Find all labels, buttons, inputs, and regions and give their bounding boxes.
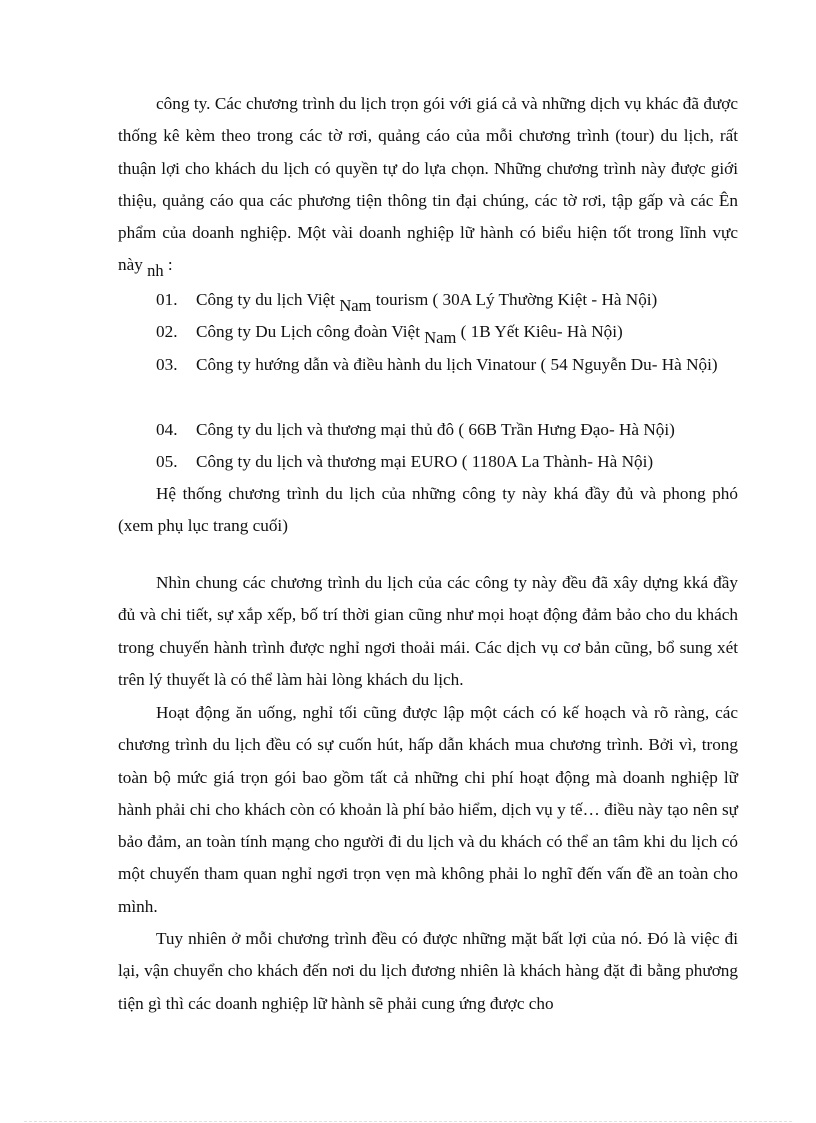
subscript-fragment: nh <box>147 261 164 281</box>
list-item: 05. Công ty du lịch và thương mại EURO ( 1180A La Thành- Hà Nội) <box>156 452 654 471</box>
intro-paragraph: công ty. Các chương trình du lịch trọn gói với giá cả và những dịch vụ khác đã được thống kê kèm theo trong các tờ rơi, quảng cáo của mỗi chương trình (tour) du lịch, rất thuận lợi cho khách du lịch có quyền tự do lựa chọn. Những chương trình này được giới thiệu, quảng cáo qua các phương tiện thông tin đại chúng, các tờ rơi, tập gấp và các Ên phẩm của doanh nghiệp. Một vài doanh nghiệp lữ hành có biểu hiện tốt trong lĩnh vực này nh : <box>118 94 738 281</box>
list-item: 04. Công ty du lịch và thương mại thủ đô ( 66B Trần Hưng Đạo- Hà Nội) <box>156 420 675 439</box>
summary-paragraph: Hệ thống chương trình du lịch của những công ty này khá đầy đủ và phong phó (xem phụ lục trang cuối) <box>118 484 738 536</box>
body-paragraph: Nhìn chung các chương trình du lịch của các công ty này đều đã xây dựng kká đầy đủ và chi tiết, sự xắp xếp, bố trí thời gian cũng như mọi hoạt động đảm bảo cho du khách trong chuyến hành trình được nghỉ ngơi thoải mái. Các dịch vụ cơ bản cũng, bổ sung xét trên lý thuyết là có thể làm hài lòng khách du lịch. <box>118 573 738 689</box>
body-paragraph: Tuy nhiên ở mỗi chương trình đều có được những mặt bất lợi của nó. Đó là việc đi lại, vận chuyển cho khách đến nơi du lịch đương nhiên là khách hàng đặt đi bằng phương tiện gì thì các doanh nghiệp lữ hành sẽ phải cung ứng được cho <box>118 929 738 1013</box>
page-bottom-border <box>24 1121 792 1122</box>
body-paragraph: Hoạt động ăn uống, nghỉ tối cũng được lập một cách có kế hoạch và rõ ràng, các chương trình du lịch đều có sự cuốn hút, hấp dẫn khách mua chương trình. Bởi vì, trong toàn bộ mức giá trọn gói bao gồm tất cả những chi phí hoạt động mà doanh nghiệp lữ hành phải chi cho khách còn có khoản là phí bảo hiểm, dịch vụ y tế… điều này tạo nên sự bảo đảm, an toàn tính mạng cho người đi du lịch và du khách có thể an tâm khi du lịch có một chuyến tham quan nghỉ ngơi trọn vẹn mà không phải lo nghĩ đến vấn đề an toàn cho mình. <box>118 703 738 916</box>
list-item: 03. Công ty hướng dẫn và điều hành du lịch Vinatour ( 54 Nguyễn Du- Hà Nội) <box>156 355 718 374</box>
list-item: 01. Công ty du lịch Việt Nam tourism ( 30A Lý Thường Kiệt - Hà Nội) <box>156 290 658 315</box>
list-item: 02. Công ty Du Lịch công đoàn Việt Nam ( 1B Yết Kiêu- Hà Nội) <box>156 322 623 347</box>
